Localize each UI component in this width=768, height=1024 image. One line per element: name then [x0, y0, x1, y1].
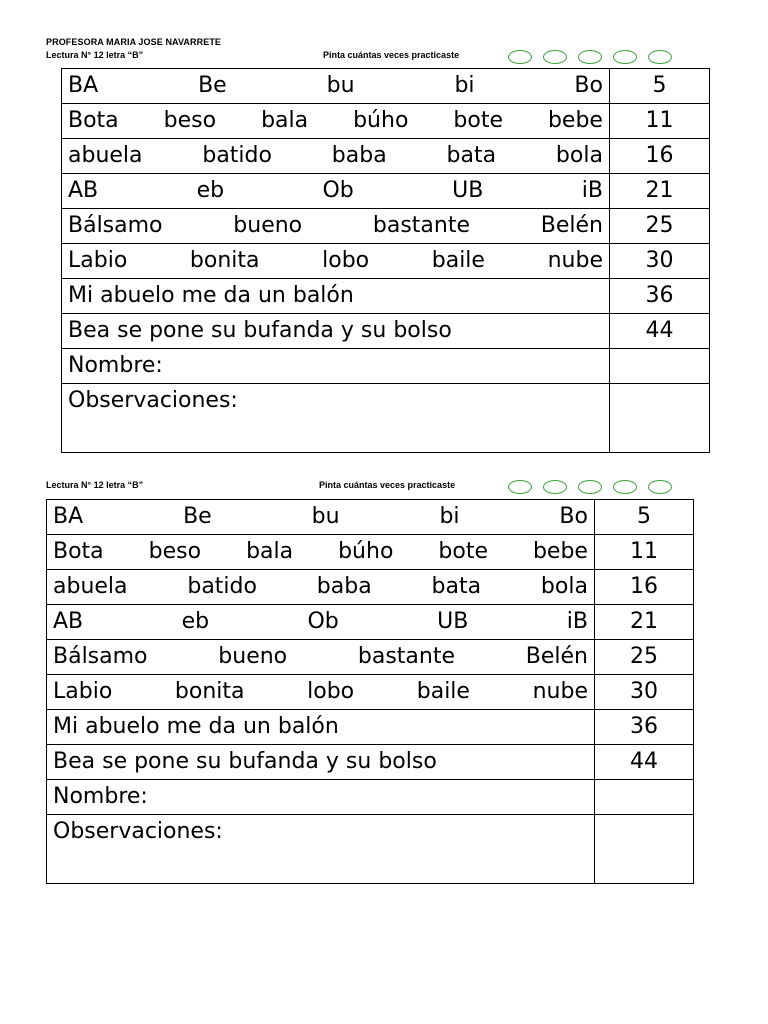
reading-words — [47, 570, 595, 605]
name-row — [47, 780, 694, 815]
teacher-name: PROFESORA MARIA JOSE NAVARRETE — [46, 37, 222, 47]
word-count: 36 — [595, 710, 694, 745]
name-label: Nombre: — [47, 780, 595, 815]
reading-word: bonita — [174, 679, 245, 704]
reading-word: bala — [261, 108, 309, 133]
reading-row — [62, 104, 710, 139]
reading-row — [47, 535, 694, 570]
reading-word: beso — [148, 539, 202, 564]
reading-word: lobo — [322, 248, 370, 273]
reading-words: Mi abuelo me da un balón — [47, 710, 595, 745]
reading-word: bi — [454, 73, 475, 98]
reading-words — [62, 69, 610, 104]
reading-word: nube — [547, 248, 603, 273]
practice-label: Pinta cuántas veces practicaste — [323, 50, 460, 60]
reading-word: beso — [163, 108, 217, 133]
reading-words — [62, 244, 610, 279]
reading-row — [62, 139, 710, 174]
reading-row — [47, 710, 694, 745]
observations-row — [62, 384, 710, 453]
practice-circle[interactable] — [543, 480, 567, 494]
reading-word: baile — [416, 679, 470, 704]
reading-row — [47, 745, 694, 780]
reading-word: Belén — [525, 644, 588, 669]
name-row — [62, 349, 710, 384]
observations-field[interactable] — [610, 384, 710, 453]
reading-word: Bálsamo — [68, 213, 163, 238]
reading-row — [62, 314, 710, 349]
reading-word: bote — [453, 108, 503, 133]
reading-row — [62, 69, 710, 104]
reading-words — [62, 174, 610, 209]
word-count: 5 — [595, 500, 694, 535]
word-count: 5 — [610, 69, 710, 104]
reading-word: Labio — [68, 248, 128, 273]
reading-words — [47, 535, 595, 570]
reading-word: bebe — [532, 539, 588, 564]
practice-circle[interactable] — [648, 480, 672, 494]
reading-word: AB — [53, 609, 84, 634]
reading-words: Bea se pone su bufanda y su bolso — [62, 314, 610, 349]
practice-circle[interactable] — [613, 480, 637, 494]
reading-word: Belén — [540, 213, 603, 238]
reading-row — [47, 570, 694, 605]
reading-word: Bo — [574, 73, 603, 98]
reading-word: abuela — [68, 143, 143, 168]
reading-word: abuela — [53, 574, 128, 599]
reading-word: Be — [198, 73, 227, 98]
reading-word: Bota — [68, 108, 119, 133]
word-count: 16 — [610, 139, 710, 174]
word-count: 44 — [610, 314, 710, 349]
name-label: Nombre: — [62, 349, 610, 384]
reading-word: búho — [338, 539, 394, 564]
word-count: 25 — [595, 640, 694, 675]
reading-word: búho — [353, 108, 409, 133]
practice-circle[interactable] — [543, 50, 567, 64]
reading-words: Mi abuelo me da un balón — [62, 279, 610, 314]
reading-word: baile — [431, 248, 485, 273]
reading-words — [47, 605, 595, 640]
observations-field[interactable] — [595, 815, 694, 884]
practice-circle[interactable] — [508, 480, 532, 494]
reading-word: bata — [431, 574, 482, 599]
reading-word: bu — [311, 504, 340, 529]
practice-circle[interactable] — [508, 50, 532, 64]
observations-row — [47, 815, 694, 884]
reading-title: Lectura N° 12 letra “B” — [46, 50, 144, 60]
reading-row — [62, 174, 710, 209]
practice-circle[interactable] — [578, 50, 602, 64]
reading-word: batido — [187, 574, 257, 599]
reading-row — [62, 279, 710, 314]
reading-word: bu — [326, 73, 355, 98]
reading-row — [62, 209, 710, 244]
practice-circle[interactable] — [648, 50, 672, 64]
word-count: 21 — [610, 174, 710, 209]
word-count: 16 — [595, 570, 694, 605]
reading-row — [47, 640, 694, 675]
reading-row — [47, 675, 694, 710]
word-count: 11 — [610, 104, 710, 139]
reading-word: nube — [532, 679, 588, 704]
reading-word: baba — [331, 143, 387, 168]
reading-word: lobo — [307, 679, 355, 704]
reading-word: iB — [566, 609, 588, 634]
reading-words — [47, 640, 595, 675]
practice-circles — [508, 50, 683, 64]
reading-words — [62, 209, 610, 244]
practice-circle[interactable] — [613, 50, 637, 64]
reading-word: UB — [437, 609, 469, 634]
reading-words — [62, 104, 610, 139]
reading-word: bola — [540, 574, 588, 599]
reading-word: Bálsamo — [53, 644, 148, 669]
reading-table — [46, 499, 694, 884]
reading-word: eb — [196, 178, 225, 203]
word-count: 30 — [595, 675, 694, 710]
reading-words — [47, 675, 595, 710]
reading-word: batido — [202, 143, 272, 168]
reading-word: bala — [246, 539, 294, 564]
reading-words: Bea se pone su bufanda y su bolso — [47, 745, 595, 780]
reading-row — [47, 500, 694, 535]
reading-word: bastante — [372, 213, 471, 238]
reading-row — [47, 605, 694, 640]
observations-label: Observaciones: — [47, 815, 595, 884]
reading-title: Lectura N° 12 letra “B” — [46, 480, 144, 490]
name-field[interactable] — [610, 349, 710, 384]
reading-word: Labio — [53, 679, 113, 704]
word-count: 25 — [610, 209, 710, 244]
reading-word: BA — [53, 504, 84, 529]
reading-word: bote — [438, 539, 488, 564]
reading-word: bueno — [233, 213, 303, 238]
reading-row — [62, 244, 710, 279]
reading-word: Bo — [559, 504, 588, 529]
reading-word: bata — [446, 143, 497, 168]
reading-word: Ob — [322, 178, 354, 203]
reading-word: Ob — [307, 609, 339, 634]
word-count: 11 — [595, 535, 694, 570]
reading-word: bastante — [357, 644, 456, 669]
reading-word: bonita — [189, 248, 260, 273]
reading-word: Be — [183, 504, 212, 529]
reading-word: bueno — [218, 644, 288, 669]
reading-word: Bota — [53, 539, 104, 564]
reading-words — [47, 500, 595, 535]
practice-circle[interactable] — [578, 480, 602, 494]
reading-word: AB — [68, 178, 99, 203]
reading-word: UB — [452, 178, 484, 203]
word-count: 36 — [610, 279, 710, 314]
reading-word: eb — [181, 609, 210, 634]
practice-label: Pinta cuántas veces practicaste — [319, 480, 456, 490]
name-field[interactable] — [595, 780, 694, 815]
practice-circles — [508, 480, 683, 494]
reading-word: bi — [439, 504, 460, 529]
reading-word: baba — [316, 574, 372, 599]
reading-word: bola — [555, 143, 603, 168]
word-count: 21 — [595, 605, 694, 640]
reading-table — [61, 68, 710, 453]
reading-word: bebe — [547, 108, 603, 133]
word-count: 44 — [595, 745, 694, 780]
reading-words — [62, 139, 610, 174]
word-count: 30 — [610, 244, 710, 279]
reading-word: BA — [68, 73, 99, 98]
reading-word: iB — [581, 178, 603, 203]
observations-label: Observaciones: — [62, 384, 610, 453]
